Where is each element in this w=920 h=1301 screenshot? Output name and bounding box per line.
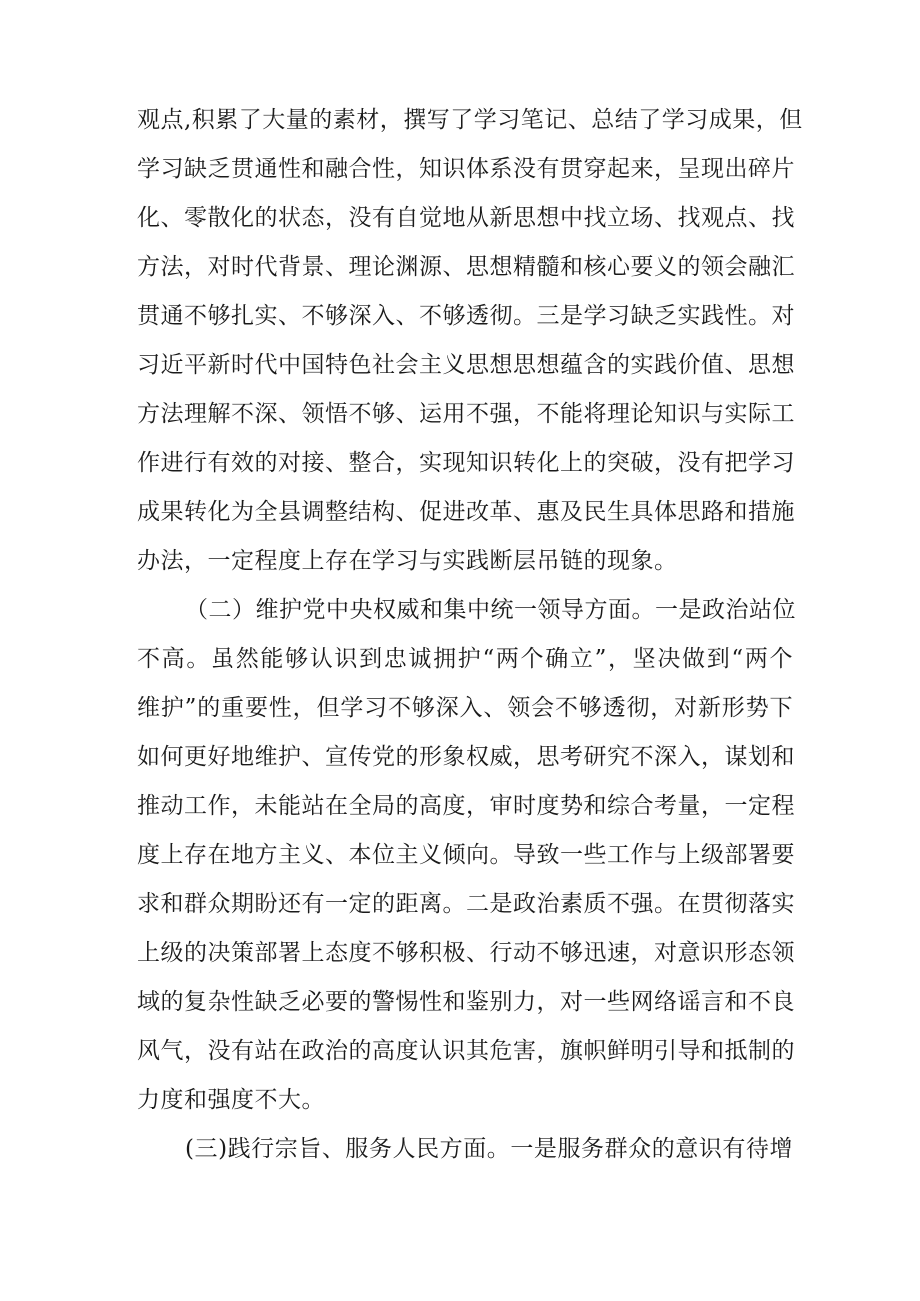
text-line: 方法理解不深、领悟不够、运用不强，不能将理论知识与实际工 bbox=[137, 401, 795, 427]
text-line: 风气，没有站在政治的高度认识其危害，旗帜鲜明引导和抵制的 bbox=[137, 1038, 795, 1064]
text-line: 观点,积累了大量的素材，撰写了学习笔记、总结了学习成果，但 bbox=[137, 107, 803, 133]
paragraph-1 bbox=[137, 96, 803, 586]
text-line: 维护”的重要性，但学习不够深入、领会不够透彻，对新形势下 bbox=[137, 695, 793, 721]
paragraph-2 bbox=[137, 586, 796, 1125]
text-line: 方法，对时代背景、理论渊源、思想精髓和核心要义的领会融汇 bbox=[137, 254, 795, 280]
text-line: （二）维护党中央权威和集中统一领导方面。一是政治站位 bbox=[185, 597, 796, 623]
text-line: 上级的决策部署上态度不够积极、行动不够迅速，对意识形态领 bbox=[137, 940, 795, 966]
text-line: 作进行有效的对接、整合，实现知识转化上的突破，没有把学习 bbox=[137, 450, 795, 476]
paragraph-3 bbox=[137, 1125, 793, 1174]
document-body bbox=[137, 96, 803, 1174]
text-line: 办法，一定程度上存在学习与实践断层吊链的现象。 bbox=[137, 548, 678, 574]
text-line: (三)践行宗旨、服务人民方面。一是服务群众的意识有待增 bbox=[185, 1136, 793, 1162]
text-line: 化、零散化的状态，没有自觉地从新思想中找立场、找观点、找 bbox=[137, 205, 795, 231]
text-line: 力度和强度不大。 bbox=[137, 1087, 325, 1113]
text-line: 度上存在地方主义、本位主义倾向。导致一些工作与上级部署要 bbox=[137, 842, 795, 868]
text-line: 求和群众期盼还有一定的距离。二是政治素质不强。在贯彻落实 bbox=[137, 891, 795, 917]
text-line: 成果转化为全县调整结构、促进改革、惠及民生具体思路和措施 bbox=[137, 499, 795, 525]
text-line: 如何更好地维护、宣传党的形象权威，思考研究不深入，谋划和 bbox=[137, 744, 795, 770]
text-line: 不高。虽然能够认识到忠诚拥护“两个确立”，坚决做到“两个 bbox=[137, 646, 793, 672]
text-line: 推动工作，未能站在全局的高度，审时度势和综合考量，一定程 bbox=[137, 793, 795, 819]
text-line: 学习缺乏贯通性和融合性，知识体系没有贯穿起来，呈现出碎片 bbox=[137, 156, 795, 182]
text-line: 贯通不够扎实、不够深入、不够透彻。三是学习缺乏实践性。对 bbox=[137, 303, 795, 329]
text-line: 域的复杂性缺乏必要的警惕性和鉴别力，对一些网络谣言和不良 bbox=[137, 989, 795, 1015]
text-line: 习近平新时代中国特色社会主义思想思想蕴含的实践价值、思想 bbox=[137, 352, 795, 378]
